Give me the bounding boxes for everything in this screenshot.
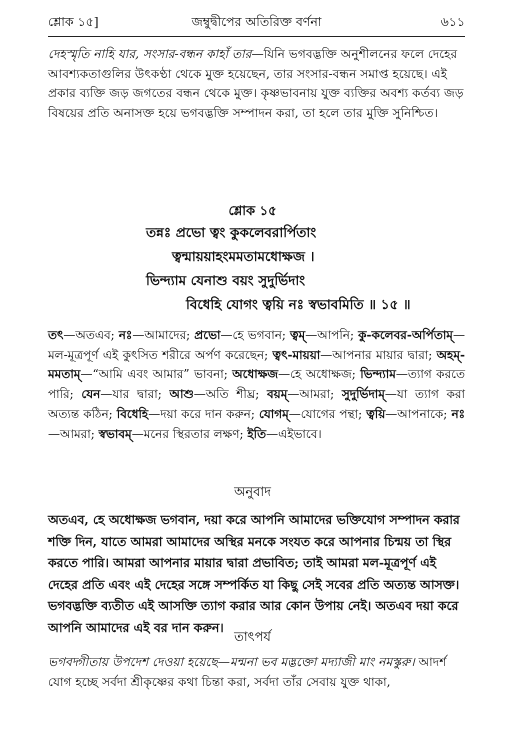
synonym-term: যেন xyxy=(81,387,101,402)
synonym-meaning: এইভাবে। xyxy=(278,426,322,441)
verse-line: বিধেহি যোগং ত্বয়ি নঃ স্বভাবমিতি ॥ ১৫ ॥ xyxy=(186,297,411,313)
synonym-term: স্বভাবম্ xyxy=(98,426,132,441)
synonym-meaning: হে ভগবান; xyxy=(232,328,290,342)
chapter-title: জম্বুদ্বীপের অতিরিক্ত বর্ণনা xyxy=(191,14,322,29)
intro-quote: দেহস্মৃতি নাহি যার, সংসার-বন্ধন কাহাঁ তার xyxy=(48,47,252,61)
synonym-meaning: যোগের পন্থা; xyxy=(300,406,367,421)
synonym-term: সুদুর্ভিদাম্ xyxy=(341,387,385,402)
synonym-term: প্রভো xyxy=(194,328,221,342)
intro-text: —যিনি ভগবদ্ভক্তি অনুশীলনের ফলে দেহের আবশ্যকতাগুলির উৎকণ্ঠা থেকে মুক্ত হয়েছেন, তার সংসার-বন্ধন সমাপ্ত হয়েছে। এই প্রকার ব্যক্তি জড় জগতের বন্ধন থেকে মুক্ত। কৃষ্ণভাবনায় যুক্ত ব্যক্তির অবশ্য কর্তব্য জড় বিষয়ের প্রতি অনাসক্ত হয়ে ভগবদ্ভক্তি সম্পাদন করা, তা হলে তার মুক্তি সুনিশ্চিত। xyxy=(48,47,464,120)
synonym-term: ভিন্দ্যাম xyxy=(360,367,396,382)
synonym-meaning: আমরা; xyxy=(299,387,342,402)
synonym-meaning: আমরা; xyxy=(60,426,99,441)
synonym-term: ত্বম্ xyxy=(290,328,306,342)
verse-line: ভিন্দ্যাম যেনাশু বয়ং সুদুর্ভিদাং xyxy=(146,273,306,289)
synonym-term: আশু xyxy=(169,387,194,402)
synonym-meaning: হে অধোক্ষজ; xyxy=(290,367,361,382)
synonym-term: অহম্-মমতাম্ xyxy=(48,347,465,382)
purport-paragraph xyxy=(48,652,465,692)
verse-heading: শ্লোক ১৫ xyxy=(228,204,277,219)
verse-line: ত্বন্মায়য়াহংমমতামধোক্ষজ । xyxy=(172,249,315,265)
synonym-meaning: আপনাকে; xyxy=(397,406,452,421)
verse-reference: শ্লোক ১৫] xyxy=(48,14,99,29)
synonym-meaning: আপনি; xyxy=(317,328,359,342)
page-header xyxy=(48,14,465,32)
synonym-meaning: দয়া করে দান করুন; xyxy=(160,406,259,421)
header-divider xyxy=(48,36,465,37)
translation-paragraph xyxy=(48,509,465,638)
synonym-term: বয়ম্ xyxy=(266,387,288,402)
page-number: ৬১১ xyxy=(440,14,465,29)
purport-text: আদর্শ যোগ হচ্ছে সর্বদা শ্রীকৃষ্ণের কথা চিন্তা করা, সর্বদা তাঁর সেবায় যুক্ত থাকা, xyxy=(48,655,447,689)
synonym-meaning: ত্যাগ করতে পারি; xyxy=(48,367,466,402)
synonym-term: কু-কলেবর-অর্পিতাম্ xyxy=(358,328,453,342)
synonym-meaning: আপনার মায়ার দ্বারা; xyxy=(332,347,437,362)
purport-quote: ভগবদ্গীতায় উপদেশ দেওয়া হয়েছে—মন্মনা ভব মদ্ভক্তো মদ্যাজী মাং নমস্কুরু। xyxy=(48,655,415,669)
translation-heading: অনুবাদ xyxy=(234,485,271,500)
translation-text: অতএব, হে অধোক্ষজ ভগবান, দয়া করে আপনি আমাদের ভক্তিযোগ সম্পাদন করার শক্তি দিন, যাতে আমরা আমাদের অস্থির মনকে সংযত করে আপনার চিন্ময় তা স্থির করতে পারি। আমরা আপনার মায়ার দ্বারা প্রভাবিত; তাই আমরা মল-মূত্রপূর্ণ এই দেহের প্রতি এবং এই দেহের সঙ্গে সম্পর্কিত যা কিছু সেই সবের প্রতি অত্যন্ত আসক্ত। ভগবদ্ভক্তি ব্যতীত এই আসক্তি ত্যাগ করার আর কোন উপায় নেই। অতএব দয়া করে আপনি আমাদের এই বর দান করুন। xyxy=(48,512,460,635)
synonym-term: নঃ xyxy=(451,406,465,421)
synonyms-paragraph: তৎ—অতএব; নঃ—আমাদের; প্রভো—হে ভগবান; ত্বম্—আপনি; কু-কলেবর-অর্পিতাম্—মল-মূত্রপূর্ণ এই কুৎসিত শরীরে অর্পণ করেছেন; ত্বৎ-মায়য়া—আপনার মায়ার দ্বারা; অহম্-মমতাম্—“আমি এবং আমার” ভাবনা; অধোক্ষজ—হে অধোক্ষজ; ভিন্দ্যাম—ত্যাগ করতে পারি; যেন—যার দ্বারা; আশু—অতি শীঘ্র; বয়ম্—আমরা; সুদুর্ভিদাম্—যা ত্যাগ করা অত্যন্ত কঠিন; বিধেহি—দয়া করে দান করুন; যোগম্—যোগের পন্থা; ত্বয়ি—আপনাকে; নঃ—আমরা; স্বভাবম্—মনের স্থিরতার লক্ষণ; ইতি—এইভাবে। xyxy=(48,328,466,441)
synonym-meaning: যার দ্বারা; xyxy=(112,387,170,402)
synonym-term: নঃ xyxy=(118,328,133,342)
sanskrit-verse xyxy=(0,221,505,317)
synonym-term: বিধেহি xyxy=(116,406,149,421)
synonym-meaning: আমাদের; xyxy=(144,328,195,342)
synonym-term: ত্বয়ি xyxy=(366,406,386,421)
synonym-meaning: অতএব; xyxy=(75,328,119,342)
synonym-meaning: মনের স্থিরতার লক্ষণ; xyxy=(143,426,248,441)
verse-line: তন্নঃ প্রভো ত্বং কুকলেবরার্পিতাং xyxy=(146,225,317,241)
synonym-term: অধোক্ষজ xyxy=(232,367,279,382)
synonym-meaning: মল-মূত্রপূর্ণ এই কুৎসিত শরীরে অর্পণ করেছেন; xyxy=(48,347,273,362)
purport-heading: তাৎপর্য xyxy=(234,630,271,645)
intro-paragraph xyxy=(48,45,465,123)
synonym-meaning: অতি শীঘ্র; xyxy=(205,387,267,402)
synonym-meaning: যা ত্যাগ করা অত্যন্ত কঠিন; xyxy=(48,387,465,421)
synonym-term: ইতি xyxy=(247,426,267,441)
synonym-term: ত্বৎ-মায়য়া xyxy=(272,347,321,362)
synonym-term: যোগম্ xyxy=(258,406,289,421)
synonym-term: তৎ xyxy=(48,328,64,342)
synonym-meaning: “আমি এবং আমার” ভাবনা; xyxy=(92,367,233,382)
